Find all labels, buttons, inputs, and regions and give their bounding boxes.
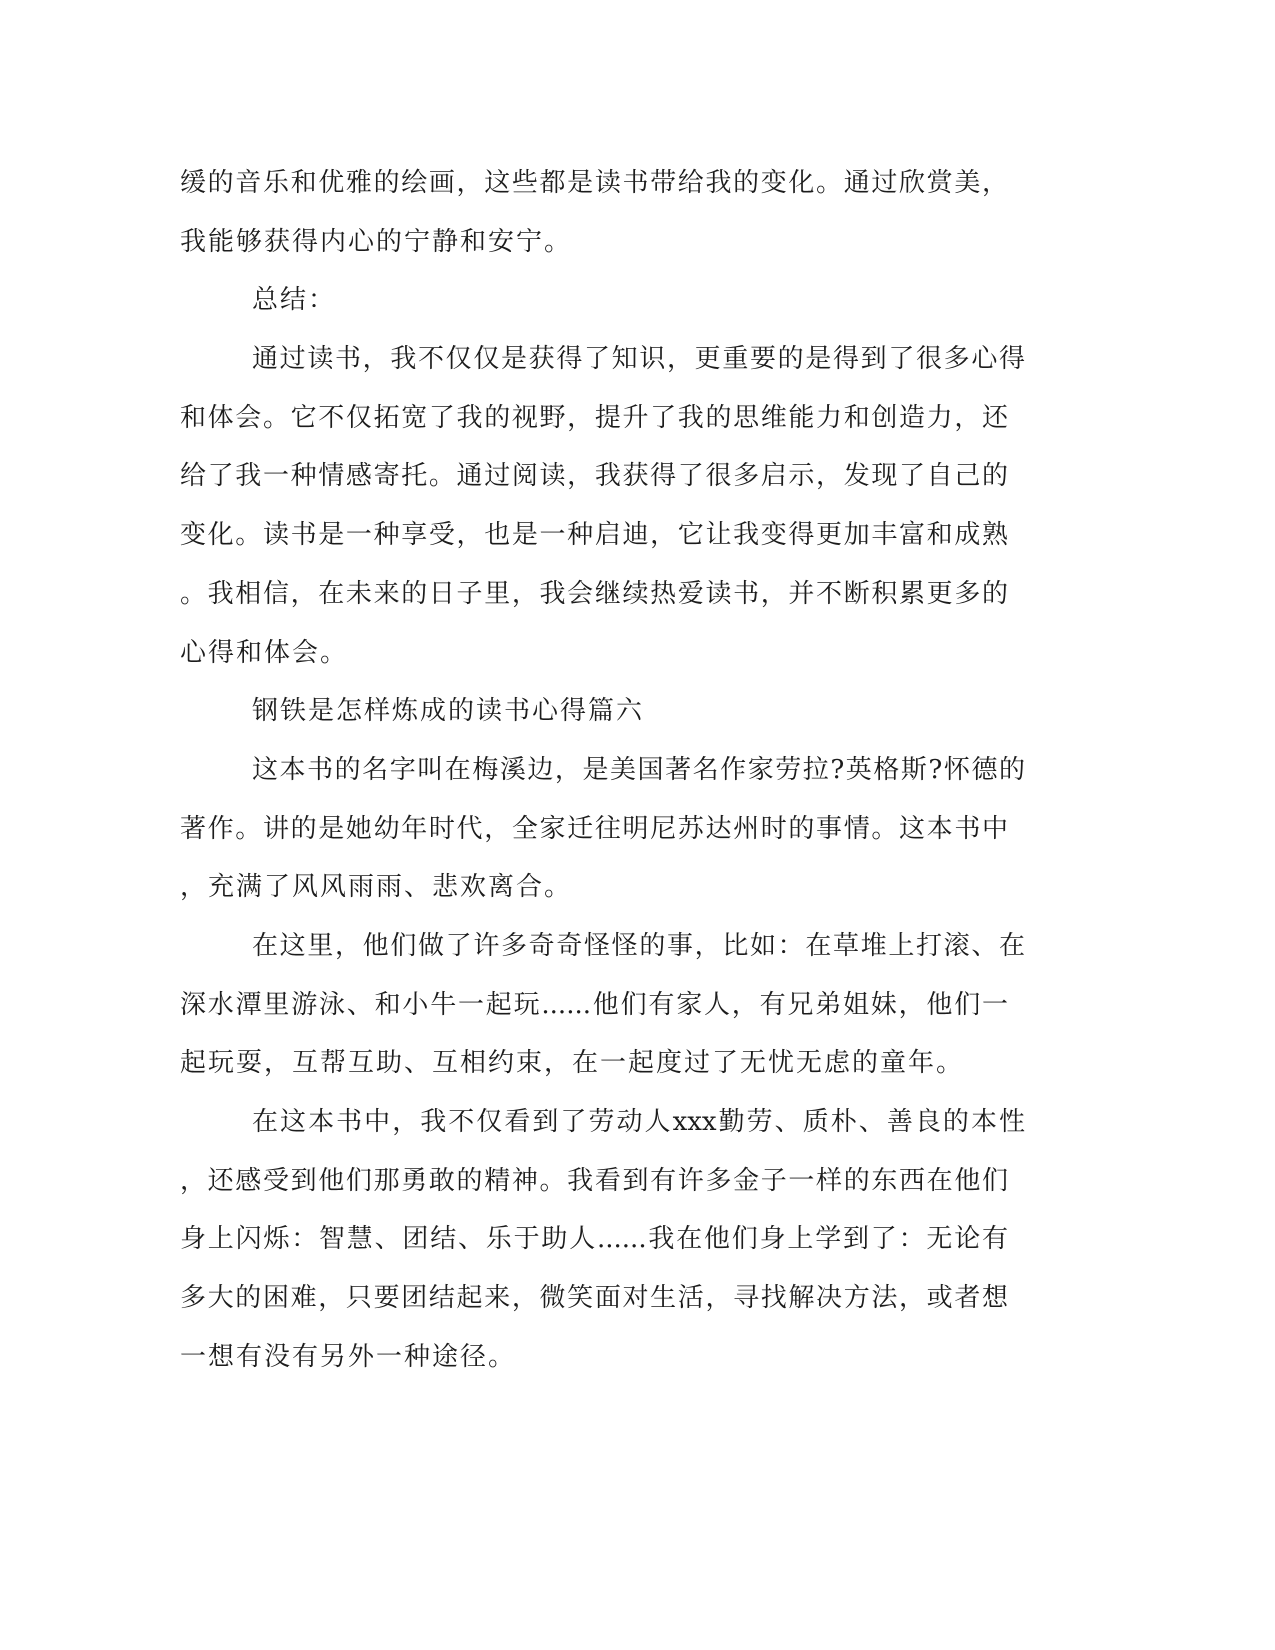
text-line: 缓的音乐和优雅的绘画，这些都是读书带给我的变化。通过欣赏美， [180,168,1008,198]
text-line: 起玩耍，互帮互助、互相约束，在一起度过了无忧无虑的童年。 [180,1048,965,1079]
text-line: ，充满了风风雨雨、悲欢离合。 [180,872,573,903]
text-line: 钢铁是怎样炼成的读书心得篇六 [252,696,645,727]
paragraph [180,1093,1025,1386]
text-line: 一想有没有另外一种途径。 [180,1341,517,1372]
text-line: 给了我一种情感寄托。通过阅读，我获得了很多启示，发现了自己的 [180,461,1008,492]
summary-heading [180,271,1025,330]
text-line: ，还感受到他们那勇敢的精神。我看到有许多金子一样的东西在他们 [180,1165,1008,1196]
paragraph [180,741,1025,917]
text-line: 通过读书，我不仅仅是获得了知识，更重要的是得到了很多心得 [252,344,1025,375]
text-line: 在这里，他们做了许多奇奇怪怪的事，比如：在草堆上打滚、在 [252,930,1025,961]
text-line: 著作。讲的是她幼年时代，全家迁往明尼苏达州时的事情。这本书中 [180,813,1008,844]
text-line: 变化。读书是一种享受，也是一种启迪，它让我变得更加丰富和成熟 [180,520,1008,551]
paragraph [180,917,1025,1093]
text-line: 心得和体会。 [180,637,349,668]
text-line: 和体会。它不仅拓宽了我的视野，提升了我的思维能力和创造力，还 [180,402,1008,433]
text-line: 深水潭里游泳、和小牛一起玩......他们有家人，有兄弟姐妹，他们一 [180,989,1008,1020]
document-body [180,154,1025,1386]
text-line: 多大的困难，只要团结起来，微笑面对生活，寻找解决方法，或者想 [180,1283,1008,1314]
text-line: 。我相信，在未来的日子里，我会继续热爱读书，并不断积累更多的 [180,578,1008,609]
paragraph [180,330,1025,682]
text-line: 在这本书中，我不仅看到了劳动人xxx勤劳、质朴、善良的本性 [252,1107,1025,1137]
text-line: 这本书的名字叫在梅溪边，是美国著名作家劳拉?英格斯?怀德的 [252,754,1025,785]
text-line: 我能够获得内心的宁静和安宁。 [180,226,573,257]
paragraph [180,154,1025,271]
text-line: 总结： [252,285,337,316]
text-line: 身上闪烁：智慧、团结、乐于助人......我在他们身上学到了：无论有 [180,1224,1008,1255]
section-heading [180,682,1025,741]
